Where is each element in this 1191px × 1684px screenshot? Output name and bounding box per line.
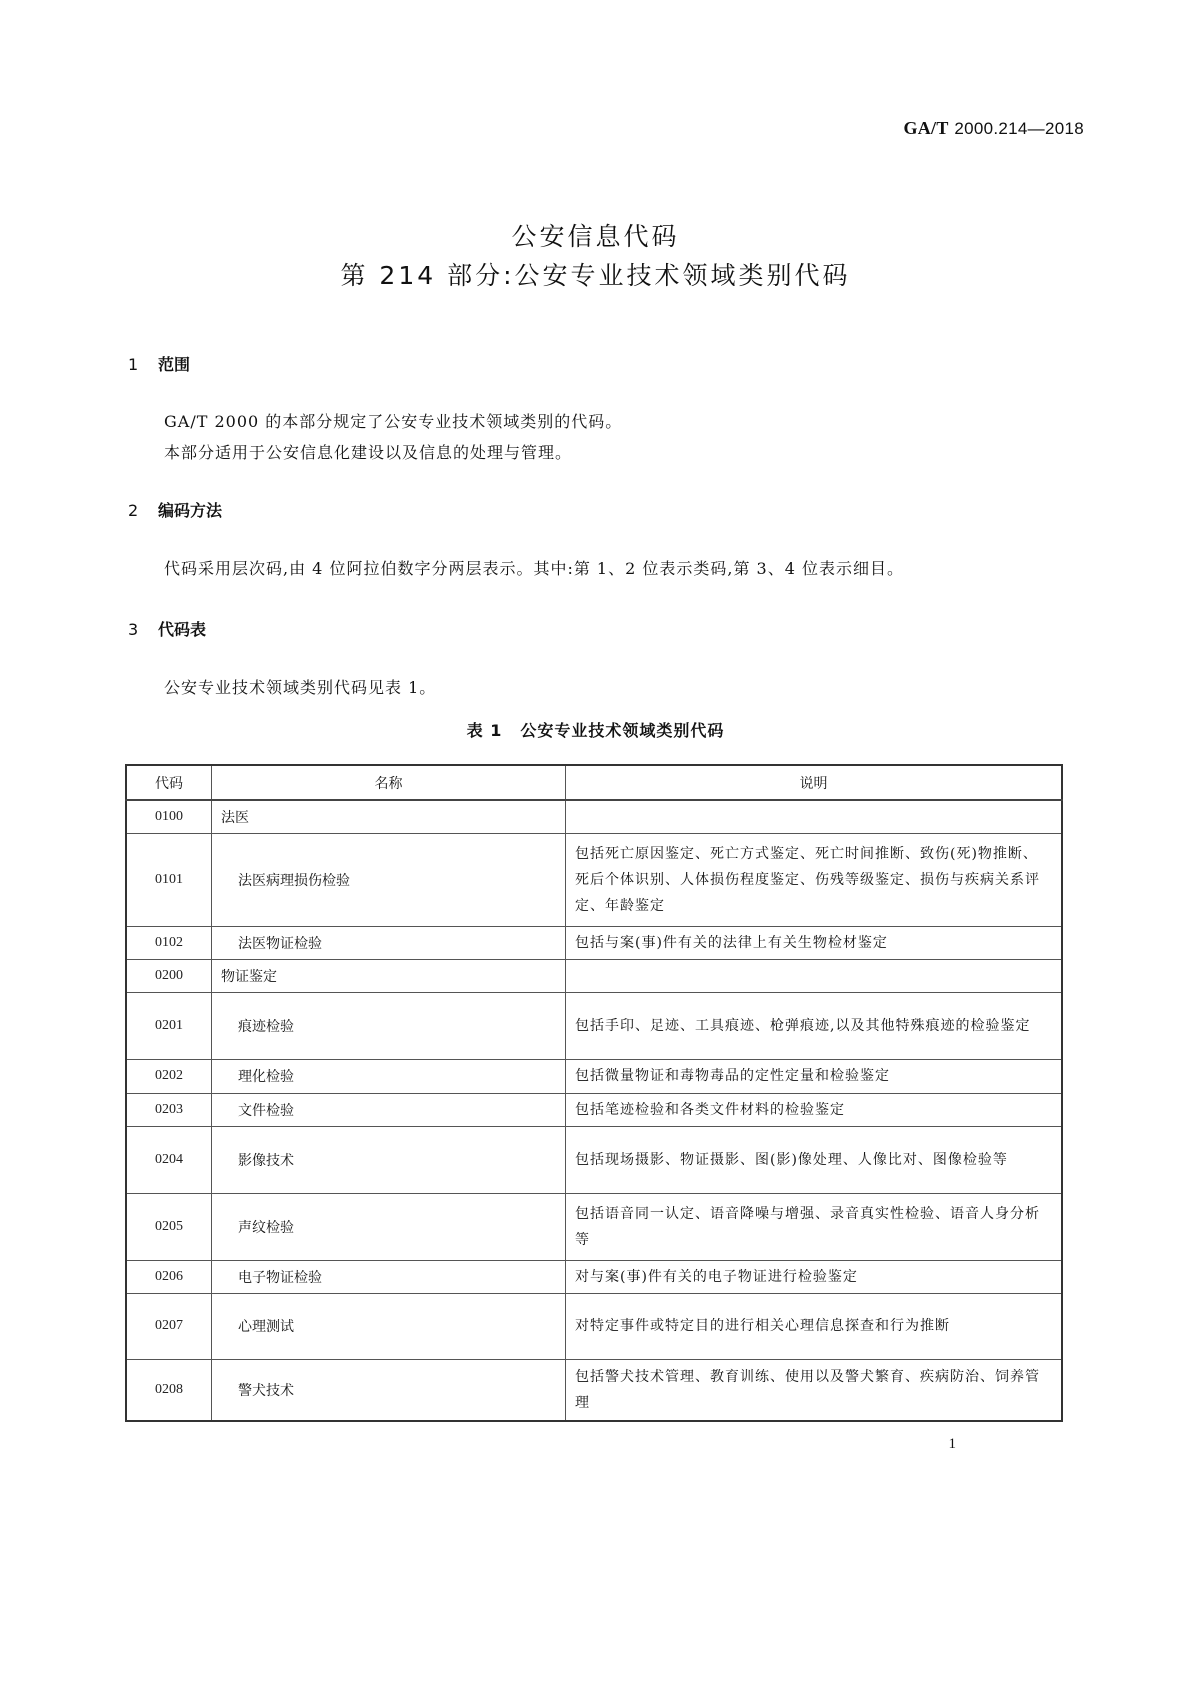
cell-name: 文件检验: [212, 1093, 566, 1126]
cell-description: [566, 800, 1063, 833]
cell-description: 包括警犬技术管理、教育训练、使用以及警犬繁育、疾病防治、饲养管理: [566, 1359, 1063, 1421]
standard-prefix: GA/T: [903, 118, 949, 138]
table-row: [126, 926, 1062, 959]
standard-code: 2000.214—2018: [954, 119, 1084, 138]
table-caption: [0, 718, 1191, 741]
cell-code: 0100: [126, 800, 212, 833]
cell-description: 包括微量物证和毒物毒品的定性定量和检验鉴定: [566, 1059, 1063, 1093]
cell-description: 包括手印、足迹、工具痕迹、枪弹痕迹,以及其他特殊痕迹的检验鉴定: [566, 992, 1063, 1059]
cell-description: 包括现场摄影、物证摄影、图(影)像处理、人像比对、图像检验等: [566, 1126, 1063, 1193]
table-row: [126, 1193, 1062, 1260]
cell-code: 0203: [126, 1093, 212, 1126]
table-row: [126, 1126, 1062, 1193]
page-number: 1: [948, 1436, 956, 1452]
cell-name: 影像技术: [212, 1126, 566, 1193]
paragraph: 公安专业技术领域类别代码见表 1。: [164, 678, 437, 697]
table-row: [126, 1260, 1062, 1293]
cell-code: 0200: [126, 959, 212, 992]
document-subtitle: 第 214 部分:公安专业技术领域类别代码: [340, 261, 851, 290]
column-header-description: 说明: [566, 765, 1063, 800]
section-heading-code-table: [128, 617, 206, 640]
cell-description: 包括与案(事)件有关的法律上有关生物检材鉴定: [566, 926, 1063, 959]
cell-name: 电子物证检验: [212, 1260, 566, 1293]
table-row: [126, 1359, 1062, 1421]
section-title: 范围: [158, 355, 191, 374]
section-number: 1: [128, 355, 139, 374]
section-number: 3: [128, 620, 139, 639]
paragraph: GA/T 2000 的本部分规定了公安专业技术领域类别的代码。: [164, 412, 623, 431]
cell-code: 0206: [126, 1260, 212, 1293]
table-row: [126, 800, 1062, 833]
standard-number: [903, 118, 1084, 139]
column-header-code: 代码: [126, 765, 212, 800]
cell-name: 法医病理损伤检验: [212, 833, 566, 926]
cell-name: 法医: [212, 800, 566, 833]
table-row: [126, 992, 1062, 1059]
cell-description: 对与案(事)件有关的电子物证进行检验鉴定: [566, 1260, 1063, 1293]
paragraph: 本部分适用于公安信息化建设以及信息的处理与管理。: [164, 443, 573, 462]
section-title: 编码方法: [158, 501, 223, 520]
table-row: [126, 1093, 1062, 1126]
cell-code: 0202: [126, 1059, 212, 1093]
table-header-row: [126, 765, 1062, 800]
table-row: [126, 1293, 1062, 1359]
cell-code: 0102: [126, 926, 212, 959]
table-caption-number: 表 1: [466, 721, 503, 740]
cell-name: 法医物证检验: [212, 926, 566, 959]
table-row: [126, 959, 1062, 992]
cell-name: 理化检验: [212, 1059, 566, 1093]
section-heading-scope: [128, 352, 190, 375]
column-header-name: 名称: [212, 765, 566, 800]
cell-description: 包括笔迹检验和各类文件材料的检验鉴定: [566, 1093, 1063, 1126]
cell-description: 包括语音同一认定、语音降噪与增强、录音真实性检验、语音人身分析等: [566, 1193, 1063, 1260]
cell-name: 痕迹检验: [212, 992, 566, 1059]
cell-description: [566, 959, 1063, 992]
code-table: [125, 764, 1063, 1422]
cell-code: 0201: [126, 992, 212, 1059]
table-caption-title: 公安专业技术领域类别代码: [520, 721, 725, 740]
paragraph: 代码采用层次码,由 4 位阿拉伯数字分两层表示。其中:第 1、2 位表示类码,第 3、4 位表示细目。: [164, 559, 904, 578]
section-number: 2: [128, 501, 139, 520]
table-row: [126, 1059, 1062, 1093]
cell-name: 警犬技术: [212, 1359, 566, 1421]
cell-code: 0205: [126, 1193, 212, 1260]
cell-description: 包括死亡原因鉴定、死亡方式鉴定、死亡时间推断、致伤(死)物推断、死后个体识别、人体损伤程度鉴定、伤残等级鉴定、损伤与疾病关系评定、年龄鉴定: [566, 833, 1063, 926]
cell-code: 0204: [126, 1126, 212, 1193]
cell-name: 心理测试: [212, 1293, 566, 1359]
document-title: 公安信息代码: [511, 222, 680, 251]
cell-name: 物证鉴定: [212, 959, 566, 992]
table-row: [126, 833, 1062, 926]
section-heading-coding-method: [128, 498, 222, 521]
cell-description: 对特定事件或特定目的进行相关心理信息探查和行为推断: [566, 1293, 1063, 1359]
cell-code: 0101: [126, 833, 212, 926]
section-title: 代码表: [158, 620, 207, 639]
cell-code: 0208: [126, 1359, 212, 1421]
cell-code: 0207: [126, 1293, 212, 1359]
cell-name: 声纹检验: [212, 1193, 566, 1260]
